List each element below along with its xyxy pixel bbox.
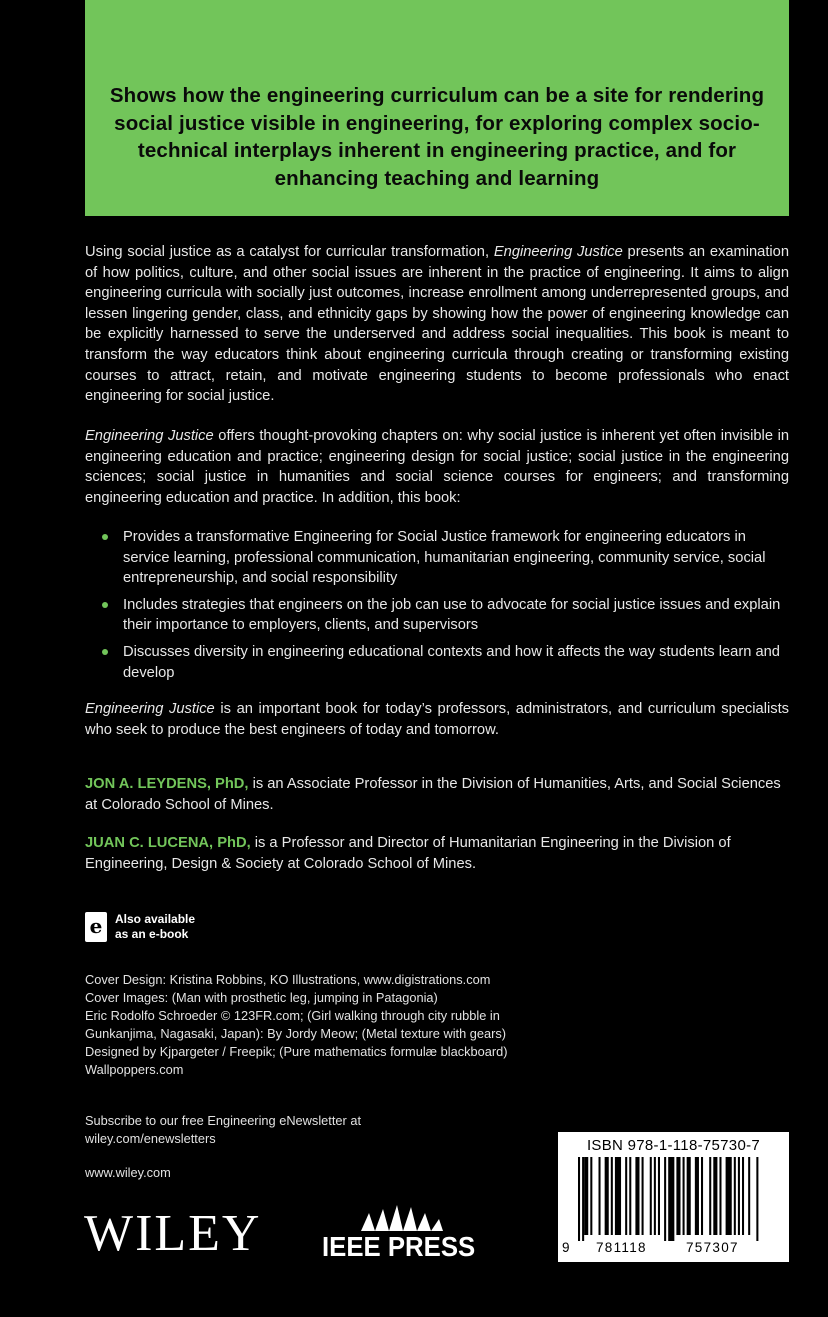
newsletter-notice <box>85 1112 505 1148</box>
list-item-text: Provides a transformative Engineering for Social Justice framework for engineering educators in service learning, professional communication, humanitarian engineering, community service, social entrepreneurship, and social responsibility <box>123 529 766 587</box>
text-span: is an important book for today’s professors, administrators, and curriculum specialists who seek to produce the best engineers of today and tomorrow. <box>85 701 789 738</box>
barcode-bars <box>572 1157 775 1241</box>
list-item-text: Discusses diversity in engineering educational contexts and how it affects the way students learn and develop <box>123 643 780 681</box>
website-link[interactable]: www.wiley.com <box>85 1165 171 1180</box>
barcode-bar <box>584 1157 588 1235</box>
barcode-bar <box>668 1157 674 1241</box>
isbn-digits-right: 757307 <box>686 1240 739 1255</box>
credit-line: Wallpoppers.com <box>85 1062 184 1077</box>
barcode-bar <box>578 1157 580 1241</box>
list-item <box>85 642 789 683</box>
bullet-icon <box>102 649 108 655</box>
barcode-bar <box>615 1157 621 1235</box>
book-title-italic: Engineering Justice <box>493 244 623 260</box>
credit-line: Gunkanjima, Nagasaki, Japan): By Jordy Meow; (Metal texture with gears) <box>85 1026 507 1041</box>
list-item <box>85 595 789 636</box>
feature-list <box>85 527 789 689</box>
cover-credits <box>85 971 605 1079</box>
ebook-line-2: as an e-book <box>115 927 189 941</box>
barcode-bar <box>650 1157 652 1235</box>
barcode-bar <box>683 1157 685 1235</box>
blurb-text: Shows how the engineering curriculum can be a site for rendering social justice visible in engineering, for exploring complex socio-technical interplays inherent in engineering practice, and for enhancing teaching and learning <box>109 84 765 190</box>
isbn-barcode <box>558 1132 789 1262</box>
newsletter-line: Subscribe to our free Engineering eNewsletter at <box>85 1113 361 1128</box>
ebook-notice <box>85 912 285 948</box>
author-bio-text: is an Associate Professor in the Division of Humanities, Arts, and Social Sciences at Colorado School of Mines. <box>85 776 781 813</box>
barcode-bar <box>695 1157 699 1235</box>
author-bio-2 <box>85 833 789 874</box>
barcode-bar <box>664 1157 666 1241</box>
credit-line: Designed by Kjpargeter / Freepik; (Pure mathematics formulæ blackboard) <box>85 1044 508 1059</box>
author-name: JON A. LEYDENS, PhD, <box>85 776 249 792</box>
bullet-icon <box>102 602 108 608</box>
book-title-italic: Engineering Justice <box>85 701 215 717</box>
e-book-icon: e <box>85 912 107 942</box>
credit-line: Eric Rodolfo Schroeder © 123FR.com; (Girl walking through city rubble in <box>85 1008 500 1023</box>
barcode-bar <box>719 1157 721 1235</box>
author-bio-text: is a Professor and Director of Humanitarian Engineering in the Division of Engineering, Design & Society at Colorado School of Mines. <box>85 835 731 872</box>
barcode-bar <box>734 1157 736 1235</box>
barcode-bar <box>635 1157 639 1235</box>
description-paragraph-2 <box>85 426 789 508</box>
newsletter-link[interactable]: wiley.com/enewsletters <box>85 1131 216 1146</box>
barcode-bar <box>701 1157 703 1235</box>
barcode-bar <box>599 1157 601 1235</box>
text-span: presents an examination of how politics, culture, and other social issues are inherent in the practice of engineering. It aims to align engineering curricula with socially just outcomes, increase enrollment among underrepresented groups, and lessen lingering gender, class, and ethnicity gaps by showing how the power of engineering knowledge can be explicitly harnessed to serve the underserved and address social inequalities. This book is meant to transform the way educators think about engineering curricula through creating or transforming existing courses to attract, retain, and motivate engineering students to become professionals who enact engineering for social justice. <box>85 244 790 405</box>
barcode-bar <box>687 1157 691 1235</box>
barcode-bar <box>611 1157 613 1235</box>
barcode-bar <box>582 1157 584 1241</box>
list-item <box>85 527 789 589</box>
barcode-bar <box>738 1157 740 1235</box>
wiley-logo: WILEY <box>84 1205 262 1262</box>
author-name: JUAN C. LUCENA, PhD, <box>85 835 251 851</box>
ebook-text <box>115 912 195 942</box>
ebook-line-1: Also available <box>115 912 196 926</box>
barcode-bar <box>590 1157 592 1235</box>
barcode-bar <box>742 1157 744 1235</box>
isbn-label: ISBN 978-1-118-75730-7 <box>586 1137 761 1154</box>
ieee-burst-icon <box>355 1205 455 1231</box>
list-item-text: Includes strategies that engineers on the job can use to advocate for social justice issues and explain their importance to employers, clients, and supervisors <box>123 596 781 634</box>
ieee-press-text: IEEE PRESS <box>322 1231 476 1262</box>
author-bio-1 <box>85 774 789 815</box>
barcode-bar <box>629 1157 631 1235</box>
barcode-bar <box>642 1157 644 1235</box>
barcode-bar <box>756 1157 758 1241</box>
barcode-bar <box>658 1157 660 1235</box>
isbn-digits-left: 781118 <box>596 1240 647 1255</box>
description-paragraph-3 <box>85 699 789 740</box>
barcode-bar <box>605 1157 609 1235</box>
text-span: offers thought-provoking chapters on: why social justice is inherent yet often invisible in engineering education and practice; engineering design for social justice; social justice in the engineering sciences; social justice in humanities and social science courses for engineers; and transforming engineering education and practice. In addition, this book: <box>85 428 789 506</box>
credit-line: Cover Design: Kristina Robbins, KO Illustrations, www.digistrations.com <box>85 972 491 987</box>
ieee-press-logo <box>322 1205 492 1265</box>
barcode-bar <box>625 1157 627 1235</box>
barcode-bar <box>709 1157 711 1235</box>
barcode-bar <box>748 1157 750 1235</box>
bullet-icon <box>102 534 108 540</box>
barcode-bar <box>676 1157 680 1235</box>
credit-line: Cover Images: (Man with prosthetic leg, jumping in Patagonia) <box>85 990 438 1005</box>
description-paragraph-1 <box>85 242 789 407</box>
text-span: Using social justice as a catalyst for curricular transformation, <box>85 244 494 260</box>
barcode-bar <box>654 1157 656 1235</box>
isbn-digit-first: 9 <box>562 1240 571 1255</box>
blurb-panel <box>85 0 789 216</box>
book-title-italic: Engineering Justice <box>85 428 214 444</box>
barcode-bar <box>713 1157 717 1235</box>
barcode-bar <box>726 1157 732 1235</box>
